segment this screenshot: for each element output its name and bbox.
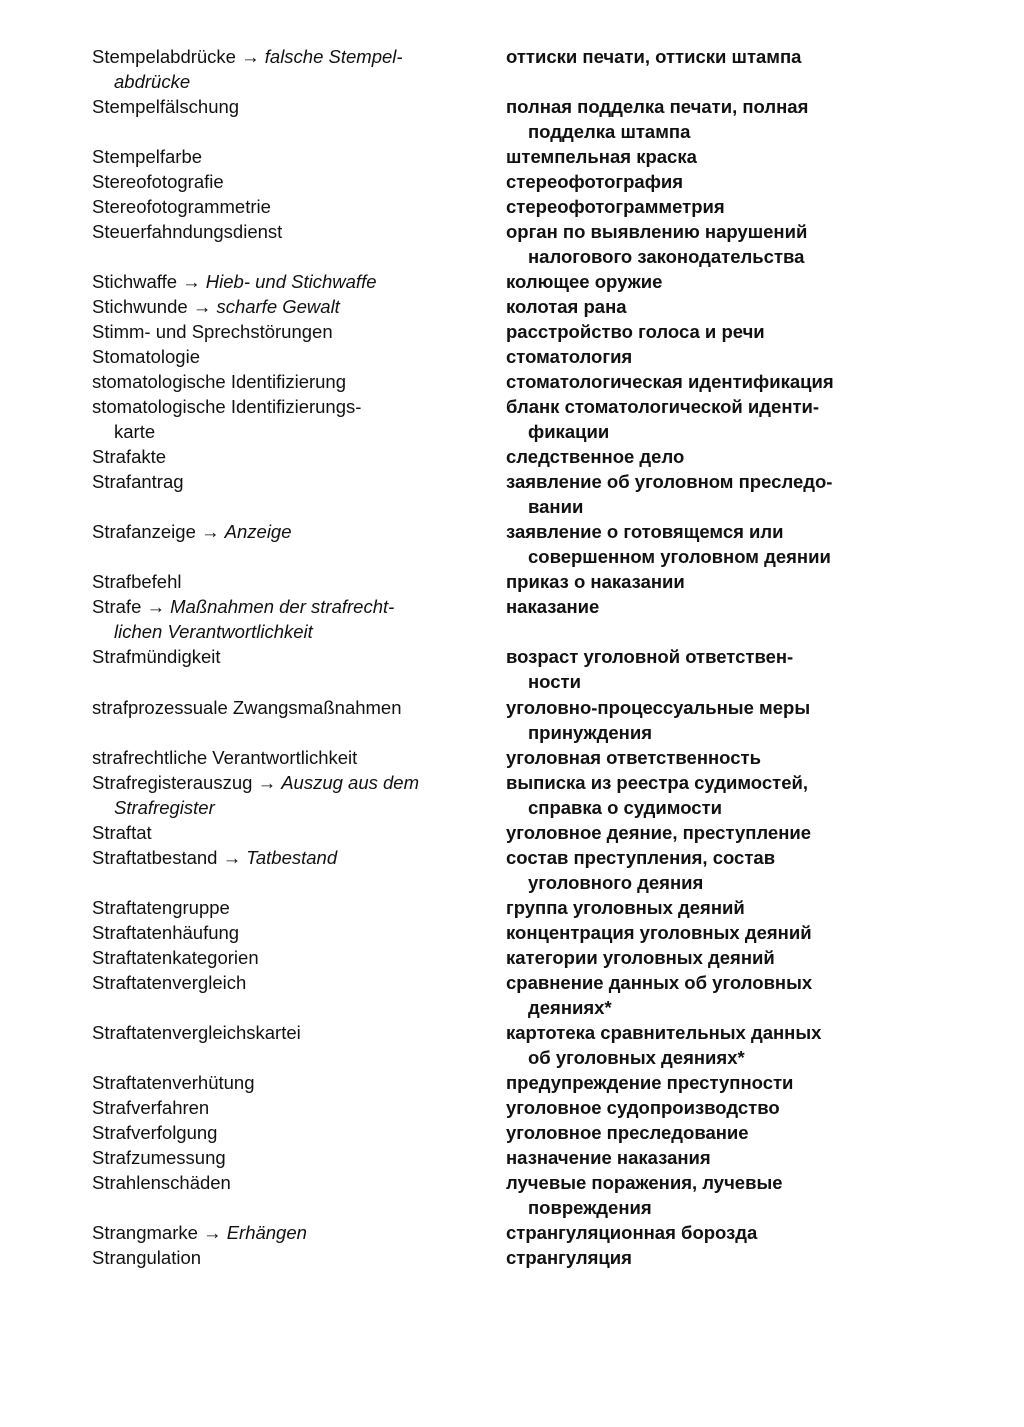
cross-reference: Maßnahmen der strafrecht- bbox=[170, 596, 395, 618]
russian-translation bbox=[506, 920, 866, 945]
cross-reference: falsche Stempel- bbox=[264, 46, 403, 67]
german-line bbox=[92, 644, 462, 669]
german-term bbox=[92, 644, 462, 669]
german-line bbox=[92, 1020, 462, 1045]
russian-translation bbox=[506, 1020, 866, 1070]
german-headword: Stempelfarbe bbox=[92, 146, 203, 168]
dictionary-entry bbox=[0, 219, 1024, 269]
german-line bbox=[92, 94, 462, 119]
german-term bbox=[92, 94, 462, 119]
russian-line: полная подделка печати, полная bbox=[506, 96, 809, 118]
german-term bbox=[92, 294, 462, 319]
russian-translation bbox=[506, 569, 866, 594]
german-line bbox=[92, 319, 462, 344]
german-line bbox=[92, 945, 462, 970]
german-term bbox=[92, 44, 462, 94]
german-headword: Strafe bbox=[92, 596, 142, 618]
german-headword: Straftatbestand bbox=[92, 846, 218, 868]
russian-translation bbox=[506, 820, 866, 845]
russian-translation bbox=[506, 644, 866, 694]
german-line bbox=[92, 695, 462, 720]
german-line bbox=[92, 770, 462, 795]
german-line bbox=[92, 820, 462, 845]
german-term bbox=[92, 695, 462, 720]
russian-line: стоматология bbox=[506, 346, 633, 368]
russian-line: колющее оружие bbox=[506, 271, 663, 293]
german-term bbox=[92, 745, 462, 770]
russian-line: следственное дело bbox=[506, 446, 685, 468]
german-term bbox=[92, 219, 462, 244]
arrow-right-icon: → bbox=[146, 596, 165, 618]
german-line bbox=[92, 1245, 462, 1270]
german-line bbox=[92, 594, 462, 619]
german-line bbox=[92, 469, 462, 494]
german-term bbox=[92, 1170, 462, 1195]
german-line bbox=[92, 294, 462, 319]
german-line bbox=[92, 895, 462, 920]
russian-line-continued: об уголовных деяниях* bbox=[528, 1046, 745, 1068]
russian-translation bbox=[506, 1220, 866, 1245]
russian-line: странгуляция bbox=[506, 1246, 632, 1268]
german-term bbox=[92, 194, 462, 219]
russian-line-continued: деяниях* bbox=[528, 996, 612, 1018]
dictionary-entry bbox=[0, 1095, 1024, 1120]
dictionary-entry bbox=[0, 770, 1024, 820]
arrow-right-icon: → bbox=[222, 846, 242, 868]
german-term bbox=[92, 394, 462, 444]
russian-line: уголовное преследование bbox=[506, 1121, 749, 1143]
dictionary-entry bbox=[0, 269, 1024, 294]
cross-reference: Hieb- und Stichwaffe bbox=[205, 271, 377, 293]
russian-line: оттиски печати, оттиски штампа bbox=[506, 46, 802, 67]
german-line-continued bbox=[92, 419, 462, 444]
russian-translation bbox=[506, 1095, 866, 1120]
russian-translation bbox=[506, 1170, 866, 1220]
dictionary-entry bbox=[0, 594, 1024, 644]
german-headword: Strangmarke bbox=[92, 1221, 198, 1243]
german-headword: Straftatenvergleich bbox=[92, 971, 247, 993]
russian-line-continued: уголовного деяния bbox=[528, 871, 704, 893]
russian-line: группа уголовных деяний bbox=[506, 896, 745, 918]
dictionary-entry bbox=[0, 469, 1024, 519]
german-term bbox=[92, 970, 462, 995]
german-line bbox=[92, 394, 462, 419]
german-term bbox=[92, 569, 462, 594]
german-term bbox=[92, 144, 462, 169]
dictionary-entry bbox=[0, 945, 1024, 970]
dictionary-entry bbox=[0, 970, 1024, 1020]
dictionary-entry bbox=[0, 1020, 1024, 1070]
german-headword: stomatologische Identifizierungs- bbox=[92, 396, 362, 418]
german-headword: Stimm- und Sprechstörungen bbox=[92, 321, 333, 343]
russian-translation bbox=[506, 294, 866, 319]
russian-line-continued: вании bbox=[528, 496, 584, 518]
german-headword: Straftat bbox=[92, 821, 152, 843]
german-headword: Strafregisterauszug bbox=[92, 771, 253, 793]
german-term bbox=[92, 1245, 462, 1270]
german-line bbox=[92, 920, 462, 945]
german-term bbox=[92, 1220, 462, 1245]
german-line-text: Strafregister bbox=[114, 796, 215, 818]
german-line bbox=[92, 519, 462, 544]
german-headword: Strafmündigkeit bbox=[92, 646, 221, 668]
german-line-continued bbox=[92, 795, 462, 820]
russian-translation bbox=[506, 219, 866, 269]
german-line-continued bbox=[92, 69, 462, 94]
german-headword: Stichwaffe bbox=[92, 271, 178, 293]
russian-line-continued: справка о судимости bbox=[528, 796, 723, 818]
russian-translation bbox=[506, 344, 866, 369]
german-term bbox=[92, 1145, 462, 1170]
german-headword: Strafakte bbox=[92, 446, 167, 468]
german-headword: Strafantrag bbox=[92, 471, 184, 493]
russian-line: приказ о наказании bbox=[506, 571, 685, 593]
russian-translation bbox=[506, 1145, 866, 1170]
dictionary-entry bbox=[0, 194, 1024, 219]
german-headword: Steuerfahndungsdienst bbox=[92, 221, 283, 243]
russian-translation bbox=[506, 845, 866, 895]
russian-line: возраст уголовной ответствен- bbox=[506, 646, 794, 668]
dictionary-entry bbox=[0, 169, 1024, 194]
cross-reference: Erhängen bbox=[226, 1221, 307, 1243]
german-line-text: karte bbox=[114, 421, 156, 443]
german-line bbox=[92, 44, 462, 69]
cross-reference: Tatbestand bbox=[246, 846, 338, 868]
dictionary-entry bbox=[0, 1070, 1024, 1095]
german-line-text: lichen Verantwortlichkeit bbox=[114, 621, 313, 643]
dictionary-entry bbox=[0, 519, 1024, 569]
german-line bbox=[92, 169, 462, 194]
russian-translation bbox=[506, 745, 866, 770]
russian-line: заявление о готовящемся или bbox=[506, 521, 784, 543]
russian-translation bbox=[506, 169, 866, 194]
dictionary-entry bbox=[0, 920, 1024, 945]
arrow-right-icon: → bbox=[241, 46, 260, 67]
russian-translation bbox=[506, 970, 866, 1020]
german-headword: Straftatengruppe bbox=[92, 896, 230, 918]
russian-line: сравнение данных об уголовных bbox=[506, 971, 813, 993]
german-term bbox=[92, 269, 462, 294]
dictionary-entry bbox=[0, 695, 1024, 745]
german-line bbox=[92, 344, 462, 369]
russian-line: уголовное деяние, преступление bbox=[506, 821, 812, 843]
dictionary-entry bbox=[0, 820, 1024, 845]
russian-translation bbox=[506, 945, 866, 970]
dictionary-entry bbox=[0, 644, 1024, 694]
german-line-continued bbox=[92, 619, 462, 644]
german-line bbox=[92, 1145, 462, 1170]
russian-line: уголовное судопроизводство bbox=[506, 1096, 780, 1118]
german-line bbox=[92, 1220, 462, 1245]
russian-line-continued: налогового законодательства bbox=[528, 246, 805, 268]
cross-reference: Auszug aus dem bbox=[281, 771, 420, 793]
german-term bbox=[92, 469, 462, 494]
german-headword: Strafanzeige bbox=[92, 521, 196, 543]
arrow-right-icon: → bbox=[257, 771, 277, 793]
russian-translation bbox=[506, 695, 866, 745]
russian-line: странгуляционная борозда bbox=[506, 1221, 758, 1243]
german-headword: Straftatenverhütung bbox=[92, 1071, 255, 1093]
dictionary-entry bbox=[0, 1145, 1024, 1170]
cross-reference: scharfe Gewalt bbox=[216, 296, 340, 318]
german-term bbox=[92, 444, 462, 469]
russian-translation bbox=[506, 519, 866, 569]
german-term bbox=[92, 369, 462, 394]
german-term bbox=[92, 770, 462, 820]
russian-line: колотая рана bbox=[506, 296, 627, 318]
german-term bbox=[92, 594, 462, 644]
russian-translation bbox=[506, 1070, 866, 1095]
german-term bbox=[92, 1095, 462, 1120]
russian-line-continued: ности bbox=[528, 671, 581, 693]
russian-line-continued: подделка штампа bbox=[528, 121, 691, 143]
german-term bbox=[92, 1070, 462, 1095]
dictionary-entry bbox=[0, 369, 1024, 394]
russian-translation bbox=[506, 444, 866, 469]
russian-line: выписка из реестра судимостей, bbox=[506, 771, 808, 793]
dictionary-entry bbox=[0, 845, 1024, 895]
russian-line: предупреждение преступности bbox=[506, 1071, 794, 1093]
german-headword: Straftatenvergleichskartei bbox=[92, 1021, 301, 1043]
german-line bbox=[92, 194, 462, 219]
arrow-right-icon: → bbox=[192, 296, 212, 318]
german-term bbox=[92, 920, 462, 945]
russian-translation bbox=[506, 269, 866, 294]
russian-translation bbox=[506, 469, 866, 519]
dictionary-entry bbox=[0, 44, 1024, 94]
russian-line: состав преступления, состав bbox=[506, 846, 776, 868]
german-headword: Stempelfälschung bbox=[92, 96, 240, 118]
german-line bbox=[92, 444, 462, 469]
dictionary-entry bbox=[0, 294, 1024, 319]
german-line bbox=[92, 1170, 462, 1195]
russian-line: стереофотография bbox=[506, 171, 684, 193]
russian-line-continued: принуждения bbox=[528, 721, 653, 743]
russian-translation bbox=[506, 194, 866, 219]
russian-line: штемпельная краска bbox=[506, 146, 697, 168]
russian-line-continued: повреждения bbox=[528, 1196, 652, 1218]
german-term bbox=[92, 820, 462, 845]
dictionary-entry bbox=[0, 394, 1024, 444]
russian-line-continued: фикации bbox=[528, 421, 610, 443]
german-line bbox=[92, 369, 462, 394]
arrow-right-icon: → bbox=[201, 521, 220, 543]
russian-translation bbox=[506, 144, 866, 169]
german-term bbox=[92, 1120, 462, 1145]
german-headword: Straftatenhäufung bbox=[92, 921, 240, 943]
german-headword: stomatologische Identifizierung bbox=[92, 371, 347, 393]
german-headword: Strangulation bbox=[92, 1246, 202, 1268]
german-headword: Strafverfolgung bbox=[92, 1121, 218, 1143]
russian-translation bbox=[506, 94, 866, 144]
german-line bbox=[92, 219, 462, 244]
russian-line: лучевые поражения, лучевые bbox=[506, 1171, 783, 1193]
german-headword: Strafzumessung bbox=[92, 1146, 226, 1168]
german-headword: Stereofotogrammetrie bbox=[92, 196, 271, 218]
german-line bbox=[92, 970, 462, 995]
german-headword: Stereofotografie bbox=[92, 171, 224, 193]
german-term bbox=[92, 1020, 462, 1045]
russian-translation bbox=[506, 319, 866, 344]
german-headword: strafprozessuale Zwangsmaßnahmen bbox=[92, 696, 402, 718]
russian-line: концентрация уголовных деяний bbox=[506, 921, 812, 943]
german-headword: Strafverfahren bbox=[92, 1096, 210, 1118]
russian-translation bbox=[506, 1245, 866, 1270]
russian-line: картотека сравнительных данных bbox=[506, 1021, 822, 1043]
russian-line: уголовно-процессуальные меры bbox=[506, 696, 811, 718]
dictionary-entry bbox=[0, 1220, 1024, 1245]
arrow-right-icon: → bbox=[182, 271, 201, 293]
german-term bbox=[92, 945, 462, 970]
russian-translation bbox=[506, 394, 866, 444]
russian-translation bbox=[506, 1120, 866, 1145]
german-line-text: abdrücke bbox=[114, 71, 191, 92]
german-term bbox=[92, 169, 462, 194]
russian-line: стереофотограмметрия bbox=[506, 196, 725, 218]
russian-line: категории уголовных деяний bbox=[506, 946, 775, 968]
german-line bbox=[92, 845, 462, 870]
russian-line: бланк стоматологической иденти- bbox=[506, 396, 820, 418]
dictionary-entry bbox=[0, 319, 1024, 344]
german-term bbox=[92, 519, 462, 544]
german-line bbox=[92, 745, 462, 770]
russian-line: орган по выявлению нарушений bbox=[506, 221, 808, 243]
russian-translation bbox=[506, 895, 866, 920]
german-line bbox=[92, 144, 462, 169]
german-line bbox=[92, 1095, 462, 1120]
russian-line-continued: совершенном уголовном деянии bbox=[528, 546, 831, 568]
dictionary-entry bbox=[0, 1170, 1024, 1220]
russian-translation bbox=[506, 594, 866, 619]
russian-translation bbox=[506, 369, 866, 394]
dictionary-entry bbox=[0, 1245, 1024, 1270]
cross-reference: Anzeige bbox=[224, 521, 292, 543]
german-line bbox=[92, 269, 462, 294]
dictionary-entry bbox=[0, 1120, 1024, 1145]
dictionary-entry bbox=[0, 745, 1024, 770]
dictionary-entry bbox=[0, 344, 1024, 369]
german-line bbox=[92, 1120, 462, 1145]
russian-translation bbox=[506, 44, 866, 69]
dictionary-entry bbox=[0, 94, 1024, 144]
dictionary-entry bbox=[0, 895, 1024, 920]
german-headword: Stichwunde bbox=[92, 296, 188, 318]
russian-translation bbox=[506, 770, 866, 820]
german-headword: strafrechtliche Verantwortlichkeit bbox=[92, 746, 358, 768]
german-headword: Stempelabdrücke bbox=[92, 46, 236, 67]
german-term bbox=[92, 895, 462, 920]
german-line bbox=[92, 569, 462, 594]
russian-line: стоматологическая идентификация bbox=[506, 371, 834, 393]
russian-line: уголовная ответственность bbox=[506, 746, 761, 768]
dictionary-entry bbox=[0, 444, 1024, 469]
dictionary-entry bbox=[0, 144, 1024, 169]
german-headword: Stomatologie bbox=[92, 346, 200, 368]
russian-line: назначение наказания bbox=[506, 1146, 711, 1168]
german-term bbox=[92, 845, 462, 870]
german-term bbox=[92, 344, 462, 369]
german-headword: Straftatenkategorien bbox=[92, 946, 259, 968]
russian-line: расстройство голоса и речи bbox=[506, 321, 765, 343]
dictionary-entry bbox=[0, 569, 1024, 594]
arrow-right-icon: → bbox=[203, 1221, 222, 1243]
russian-line: заявление об уголовном преследо- bbox=[506, 471, 833, 493]
german-term bbox=[92, 319, 462, 344]
russian-line: наказание bbox=[506, 596, 600, 618]
german-headword: Strahlenschäden bbox=[92, 1171, 231, 1193]
german-headword: Strafbefehl bbox=[92, 571, 182, 593]
german-line bbox=[92, 1070, 462, 1095]
